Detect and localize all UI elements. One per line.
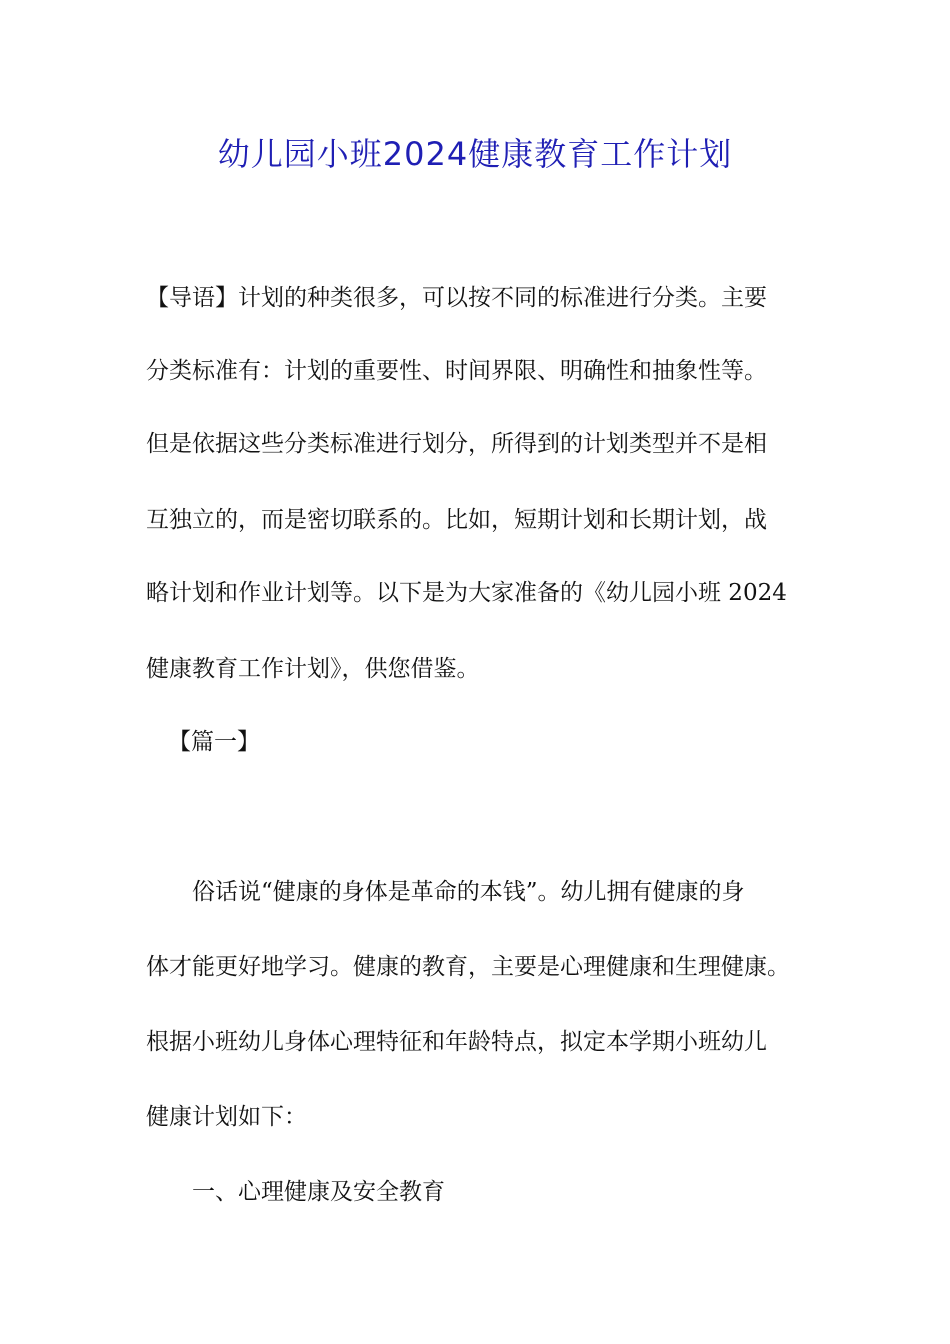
intro-line-6: 健康教育工作计划》，供您借鉴。 bbox=[146, 656, 480, 682]
section-label: 【篇一】 bbox=[168, 729, 260, 755]
intro-line-3: 但是依据这些分类标准进行划分，所得到的计划类型并不是相 bbox=[146, 431, 767, 457]
body-line-3: 根据小班幼儿身体心理特征和年龄特点，拟定本学期小班幼儿 bbox=[146, 1029, 767, 1055]
intro-line-5: 略计划和作业计划等。以下是为大家准备的《幼儿园小班 2024 bbox=[146, 580, 787, 606]
intro-line-1: 【导语】计划的种类很多，可以按不同的标准进行分类。主要 bbox=[146, 285, 767, 311]
body-line-2: 体才能更好地学习。健康的教育，主要是心理健康和生理健康。 bbox=[146, 954, 790, 980]
section-heading-1: 一、心理健康及安全教育 bbox=[192, 1179, 445, 1205]
body-line-4: 健康计划如下： bbox=[146, 1104, 307, 1130]
document-title: 幼儿园小班2024健康教育工作计划 bbox=[217, 135, 733, 173]
intro-line-4: 互独立的，而是密切联系的。比如，短期计划和长期计划，战 bbox=[146, 507, 767, 533]
body-line-1: 俗话说“健康的身体是革命的本钱”。幼儿拥有健康的身 bbox=[192, 879, 745, 905]
intro-line-2: 分类标准有：计划的重要性、时间界限、明确性和抽象性等。 bbox=[146, 358, 767, 384]
